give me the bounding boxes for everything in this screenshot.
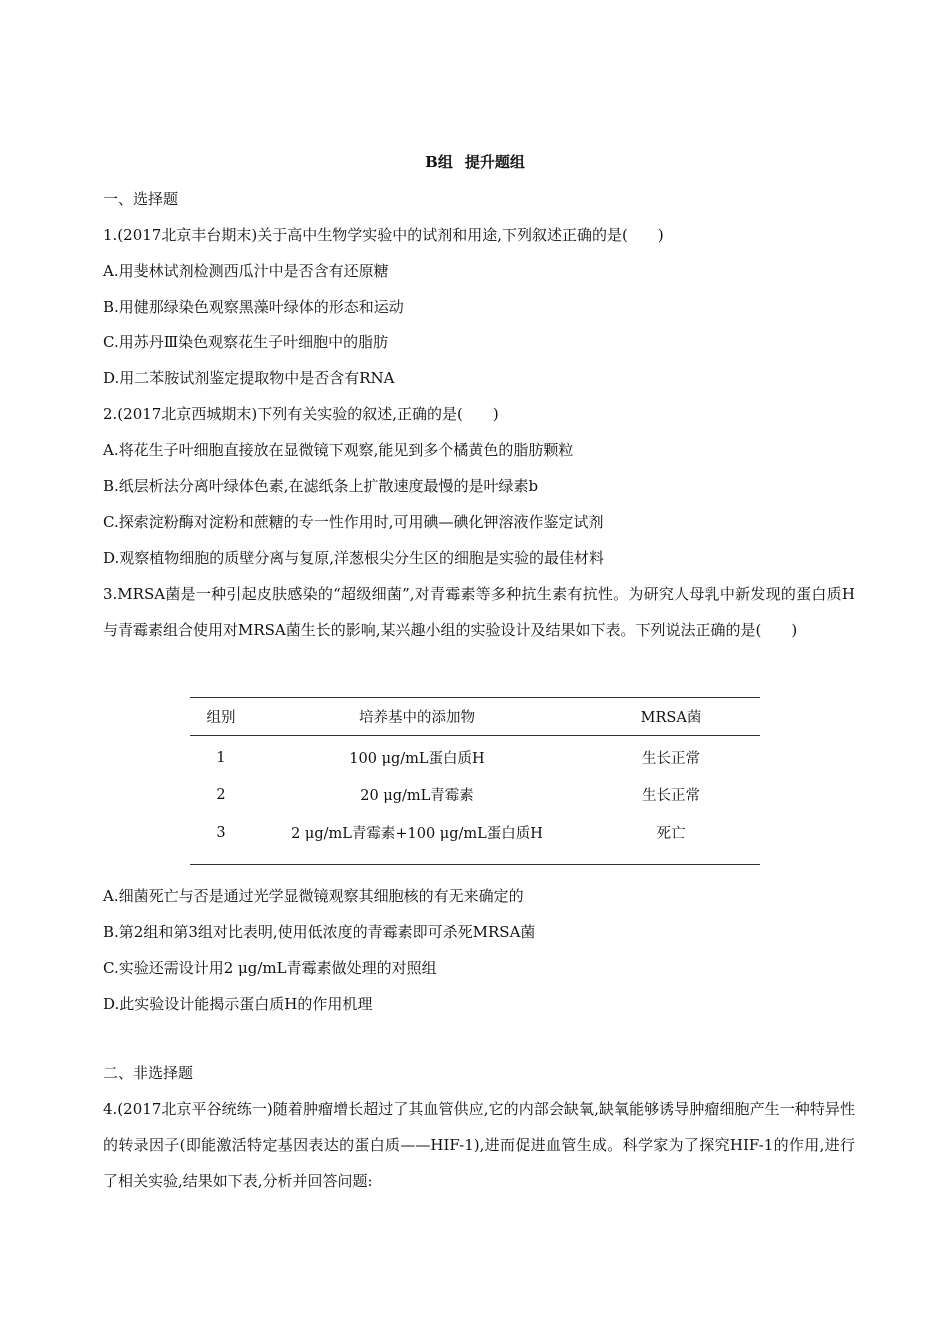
question-3-option-b: B.第2组和第3组对比表明,使用低浓度的青霉素即可杀死MRSA菌 xyxy=(103,923,536,941)
question-3-option-a: A.细菌死亡与否是通过光学显微镜观察其细胞核的有无来确定的 xyxy=(103,887,524,905)
table-header-additive: 培养基中的添加物 xyxy=(359,710,475,726)
page-title xyxy=(0,152,950,172)
table-cell: 2 xyxy=(216,786,226,803)
section-heading-choice: 一、选择题 xyxy=(103,190,179,208)
question-2-option-a: A.将花生子叶细胞直接放在显微镜下观察,能见到多个橘黄色的脂肪颗粒 xyxy=(103,441,574,459)
title-name: 提升题组 xyxy=(464,153,525,171)
table-cell: 3 xyxy=(216,824,226,841)
table-header-mrsa: MRSA菌 xyxy=(640,710,702,726)
table-cell: 100 μg/mL蛋白质H xyxy=(349,751,485,767)
table-row xyxy=(190,813,760,865)
table-cell: 生长正常 xyxy=(642,788,700,804)
question-3-option-c: C.实验还需设计用2 μg/mL青霉素做处理的对照组 xyxy=(103,959,437,977)
table-header-group: 组别 xyxy=(206,710,236,726)
table-row xyxy=(190,776,760,813)
question-2-option-d: D.观察植物细胞的质壁分离与复原,洋葱根尖分生区的细胞是实验的最佳材料 xyxy=(103,549,605,567)
question-3-stem: 3.MRSA菌是一种引起皮肤感染的“超级细菌”,对青霉素等多种抗生素有抗性。为研究人母乳中新发现的蛋白质H与青霉素组合使用对MRSA菌生长的影响,某兴趣小组的实验设计及结果如下表。下列说法正确的是( ) xyxy=(103,585,855,639)
question-2-stem: 2.(2017北京西城期末)下列有关实验的叙述,正确的是( ) xyxy=(103,405,499,423)
question-1-stem: 1.(2017北京丰台期末)关于高中生物学实验中的试剂和用途,下列叙述正确的是( ) xyxy=(103,226,664,244)
table-row xyxy=(190,736,760,777)
question-1-option-b: B.用健那绿染色观察黑藻叶绿体的形态和运动 xyxy=(103,298,404,316)
question-1-option-d: D.用二苯胺试剂鉴定提取物中是否含有RNA xyxy=(103,369,395,387)
table-header-row xyxy=(190,698,760,736)
table-cell: 生长正常 xyxy=(642,751,700,767)
table-cell: 20 μg/mL青霉素 xyxy=(360,788,474,804)
question-4-stem: 4.(2017北京平谷统练一)随着肿瘤增长超过了其血管供应,它的内部会缺氧,缺氧能够诱导肿瘤细胞产生一种特异性的转录因子(即能激活特定基因表达的蛋白质——HIF-1),进而促进血管生成。科学家为了探究HIF-1的作用,进行了相关实验,结果如下表,分析并回答问题: xyxy=(103,1100,855,1190)
question-1-option-c: C.用苏丹Ⅲ染色观察花生子叶细胞中的脂肪 xyxy=(103,333,389,351)
question-1-option-a: A.用斐林试剂检测西瓜汁中是否含有还原糖 xyxy=(103,262,389,280)
table-cell: 死亡 xyxy=(656,826,686,842)
question-2-option-c: C.探索淀粉酶对淀粉和蔗糖的专一性作用时,可用碘—碘化钾溶液作鉴定试剂 xyxy=(103,513,604,531)
table-cell: 1 xyxy=(216,749,226,766)
table-cell: 2 μg/mL青霉素+100 μg/mL蛋白质H xyxy=(291,826,543,842)
question-3-option-d: D.此实验设计能揭示蛋白质H的作用机理 xyxy=(103,995,373,1013)
question-2-option-b: B.纸层析法分离叶绿体色素,在滤纸条上扩散速度最慢的是叶绿素b xyxy=(103,477,539,495)
mrsa-table xyxy=(190,697,760,865)
title-group: B组 xyxy=(425,153,453,171)
section-heading-nonchoice: 二、非选择题 xyxy=(103,1064,194,1082)
